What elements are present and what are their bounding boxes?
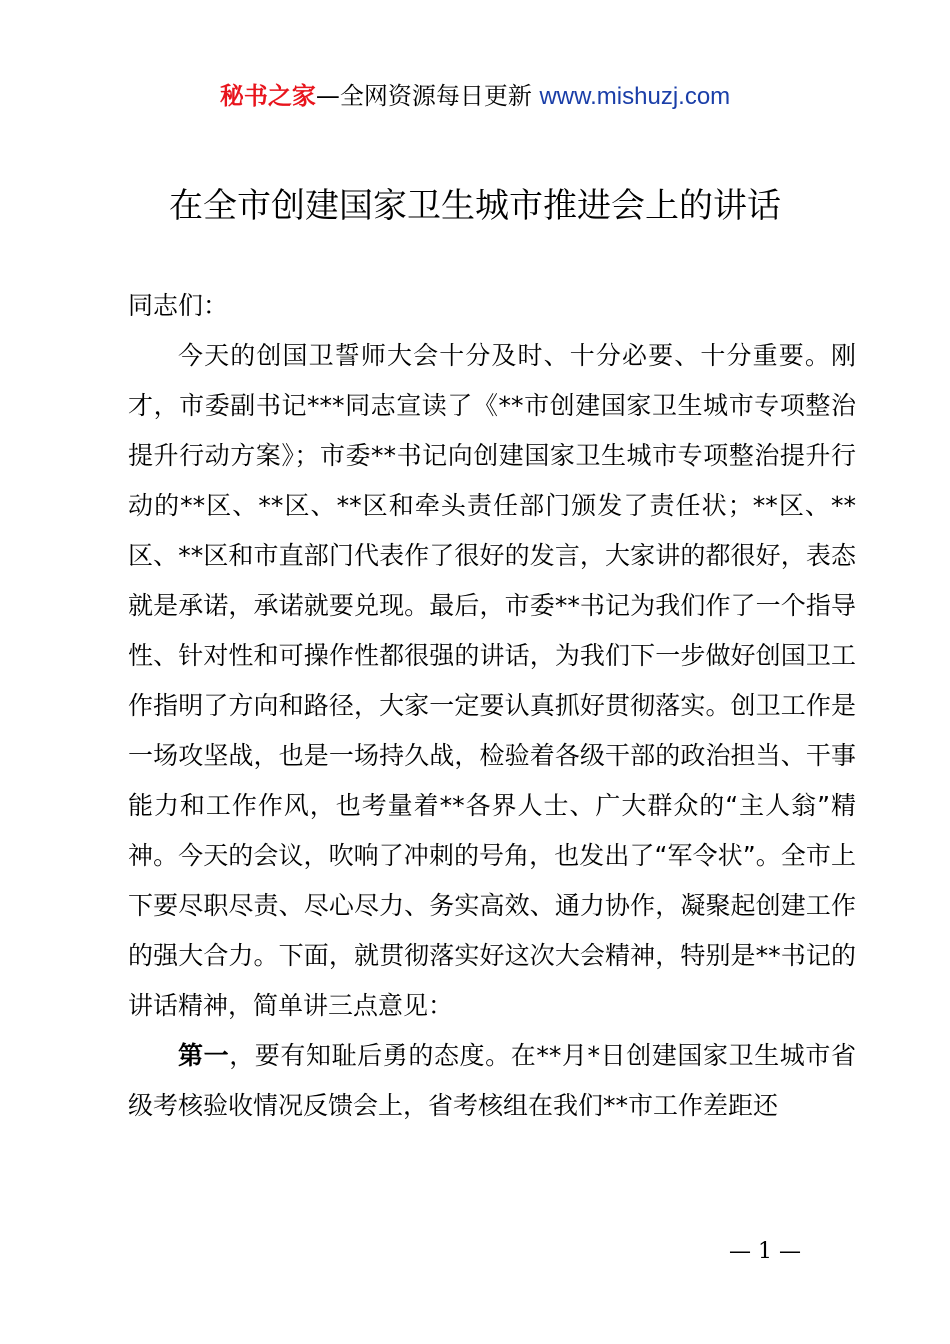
paragraph-2-text: ，要有知耻后勇的态度。在**月*日创建国家卫生城市省级考核验收情况反馈会上，省考核组在我们**市工作差距还 bbox=[128, 1041, 856, 1120]
paragraph-1: 今天的创国卫誓师大会十分及时、十分必要、十分重要。刚才，市委副书记***同志宣读了《**市创建国家卫生城市专项整治提升行动方案》；市委**书记向创建国家卫生城市专项整治提升行动的**区、**区、**区和牵头责任部门颁发了责任状；**区、**区、**区和市直部门代表作了很好的发言，大家讲的都很好，表态就是承诺，承诺就要兑现。最后，市委**书记为我们作了一个指导性、针对性和可操作性都很强的讲话，为我们下一步做好创国卫工作指明了方向和路径，大家一定要认真抓好贯彻落实。创卫工作是一场攻坚战，也是一场持久战，检验着各级干部的政治担当、干事能力和工作作风，也考量着**各界人士、广大群众的“主人翁”精神。今天的会议，吹响了冲刺的号角，也发出了“军令状”。全市上下要尽职尽责、尽心尽力、务实高效、通力协作，凝聚起创建工作的强大合力。下面，就贯彻落实好这次大会精神，特别是**书记的讲话精神，简单讲三点意见： bbox=[128, 341, 856, 1020]
salutation: 同志们： bbox=[128, 291, 229, 320]
brand-name: 秘书之家 bbox=[219, 82, 316, 110]
document-body bbox=[128, 281, 856, 1131]
paragraph-2-lead: 第一 bbox=[178, 1041, 230, 1070]
page-number: — 1 — bbox=[729, 1239, 801, 1264]
site-url[interactable]: www.mishuzj.com bbox=[539, 83, 731, 110]
site-header bbox=[0, 80, 950, 113]
document-title: 在全市创建国家卫生城市推进会上的讲话 bbox=[169, 186, 781, 226]
header-tagline: —全网资源每日更新 bbox=[315, 82, 532, 110]
paragraph-2 bbox=[128, 1031, 856, 1131]
